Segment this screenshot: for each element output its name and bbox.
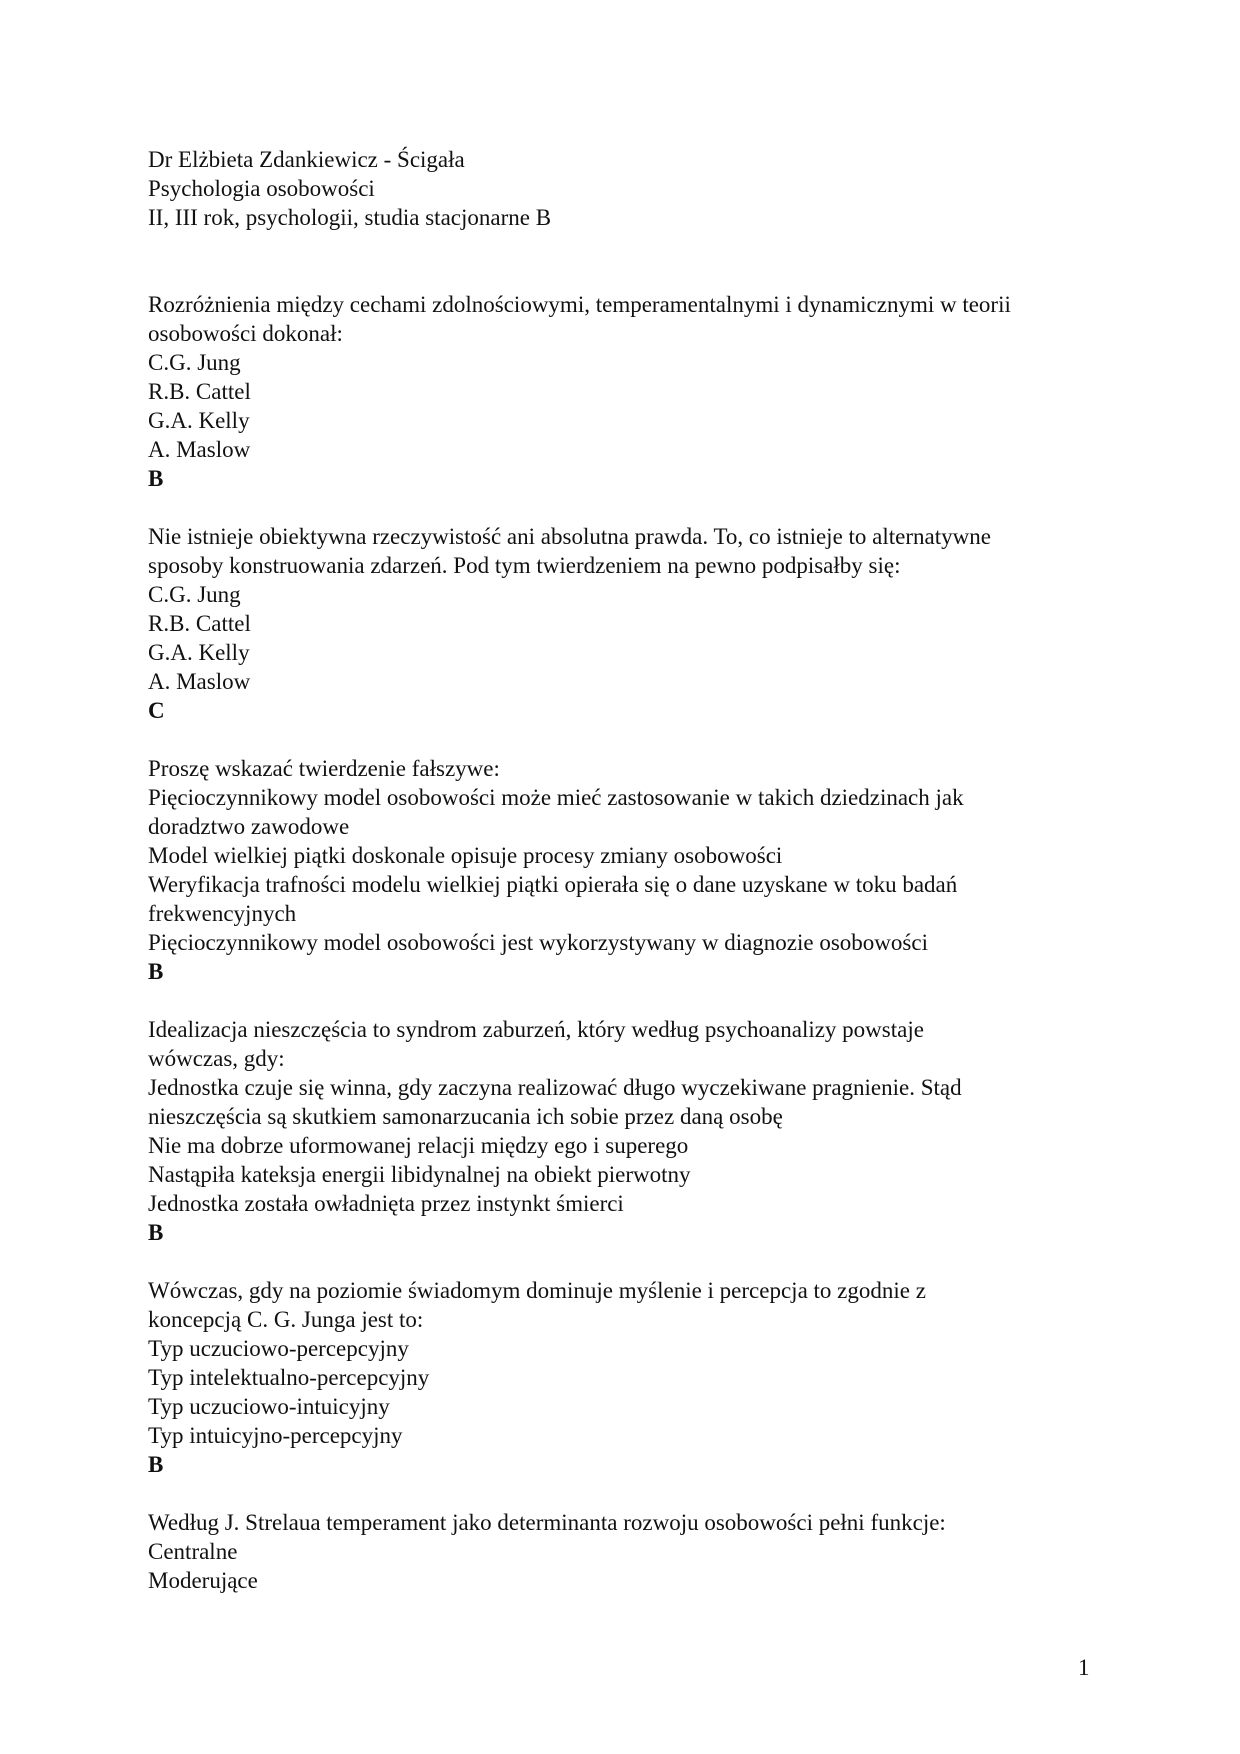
answer-option: Typ uczuciowo-percepcyjny	[148, 1336, 409, 1361]
document-header	[148, 145, 1108, 232]
question-prompt-line: osobowości dokonał:	[148, 321, 343, 346]
answer-option: G.A. Kelly	[148, 640, 250, 665]
answer-option: Pięcioczynnikowy model osobowości jest wykorzystywany w diagnozie osobowości	[148, 930, 928, 955]
correct-answer-key: B	[148, 1220, 164, 1245]
question-block	[148, 1276, 1108, 1479]
question-block	[148, 1508, 1108, 1595]
correct-answer-key: B	[148, 959, 164, 984]
question-prompt-line: Według J. Strelaua temperament jako determinanta rozwoju osobowości pełni funkcje:	[148, 1510, 946, 1535]
group-line: II, III rok, psychologii, studia stacjonarne B	[148, 205, 552, 230]
question-block	[148, 1015, 1108, 1247]
questions-list	[148, 290, 1108, 1595]
question-block	[148, 290, 1108, 493]
question-prompt-line: wówczas, gdy:	[148, 1046, 285, 1071]
answer-option: C.G. Jung	[148, 350, 241, 375]
course-line: Psychologia osobowości	[148, 176, 375, 201]
answer-option: R.B. Cattel	[148, 379, 251, 404]
answer-option: nieszczęścia są skutkiem samonarzucania ich sobie przez daną osobę	[148, 1104, 783, 1129]
question-prompt-line: Nie istnieje obiektywna rzeczywistość ani absolutna prawda. To, co istnieje to alternatywne	[148, 524, 991, 549]
answer-option: A. Maslow	[148, 669, 251, 694]
answer-option: Jednostka została owładnięta przez instynkt śmierci	[148, 1191, 624, 1216]
answer-option: G.A. Kelly	[148, 408, 250, 433]
question-block	[148, 522, 1108, 725]
answer-option: Pięcioczynnikowy model osobowości może mieć zastosowanie w takich dziedzinach jak	[148, 785, 964, 810]
question-prompt-line: Wówczas, gdy na poziomie świadomym dominuje myślenie i percepcja to zgodnie z	[148, 1278, 926, 1303]
page-number: 1	[1078, 1655, 1090, 1680]
answer-option: Typ intuicyjno-percepcyjny	[148, 1423, 403, 1448]
correct-answer-key: C	[148, 698, 165, 723]
answer-option: Model wielkiej piątki doskonale opisuje procesy zmiany osobowości	[148, 843, 783, 868]
correct-answer-key: B	[148, 466, 164, 491]
answer-option: Jednostka czuje się winna, gdy zaczyna realizować długo wyczekiwane pragnienie. Stąd	[148, 1075, 962, 1100]
page-content	[148, 145, 1108, 1595]
answer-option: A. Maslow	[148, 437, 251, 462]
question-prompt-line: Idealizacja nieszczęścia to syndrom zaburzeń, który według psychoanalizy powstaje	[148, 1017, 924, 1042]
correct-answer-key: B	[148, 1452, 164, 1477]
author-line: Dr Elżbieta Zdankiewicz - Ścigała	[148, 147, 465, 172]
question-prompt-line: Rozróżnienia między cechami zdolnościowymi, temperamentalnymi i dynamicznymi w teorii	[148, 292, 1011, 317]
answer-option: Weryfikacja trafności modelu wielkiej piątki opierała się o dane uzyskane w toku badań	[148, 872, 958, 897]
question-prompt-line: sposoby konstruowania zdarzeń. Pod tym twierdzeniem na pewno podpisałby się:	[148, 553, 901, 578]
answer-option: Moderujące	[148, 1568, 258, 1593]
answer-option: Nie ma dobrze uformowanej relacji między ego i superego	[148, 1133, 689, 1158]
answer-option: doradztwo zawodowe	[148, 814, 350, 839]
answer-option: Typ uczuciowo-intuicyjny	[148, 1394, 390, 1419]
answer-option: Typ intelektualno-percepcyjny	[148, 1365, 430, 1390]
answer-option: R.B. Cattel	[148, 611, 251, 636]
answer-option: frekwencyjnych	[148, 901, 297, 926]
question-block	[148, 754, 1108, 986]
answer-option: Nastąpiła kateksja energii libidynalnej na obiekt pierwotny	[148, 1162, 691, 1187]
answer-option: C.G. Jung	[148, 582, 241, 607]
question-prompt-line: Proszę wskazać twierdzenie fałszywe:	[148, 756, 500, 781]
answer-option: Centralne	[148, 1539, 238, 1564]
question-prompt-line: koncepcją C. G. Junga jest to:	[148, 1307, 424, 1332]
